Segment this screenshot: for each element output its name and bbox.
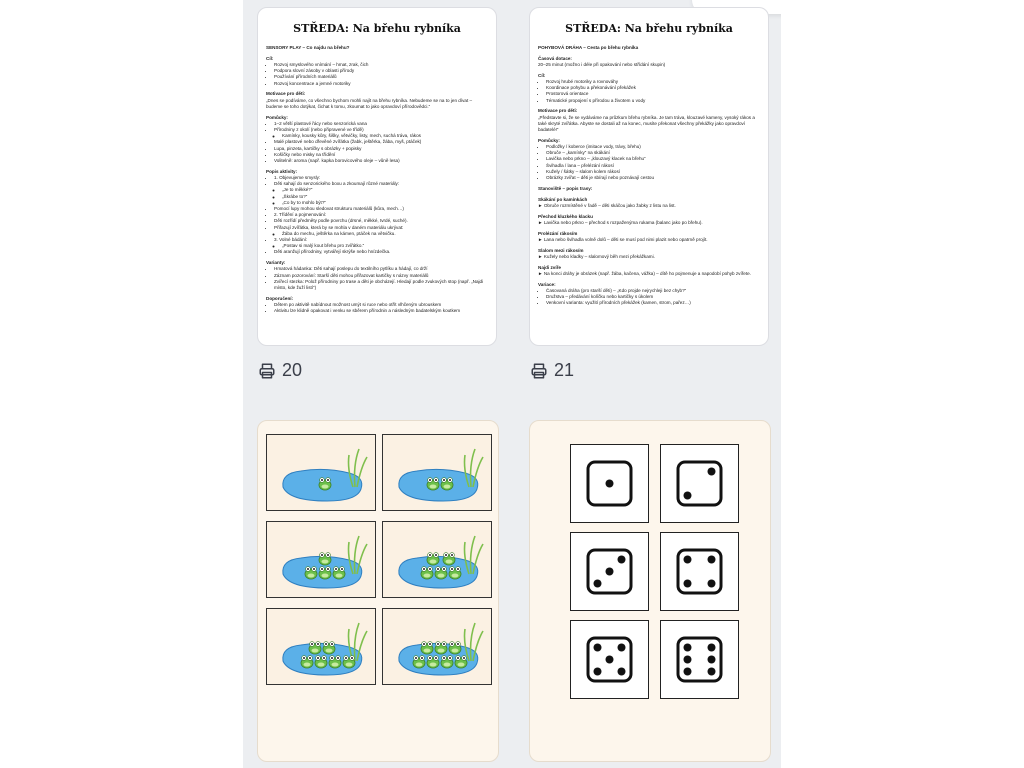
list-item: ◦ „Postav si malý kout břehu pro zvířátko.“ [282,243,488,249]
page-21-print-info[interactable] [530,360,574,381]
die-pip [684,556,692,564]
section-text: ► Lavička nebo prkno – přechod s rozpaženýma rukama (balanc jako po břehu). [538,219,703,225]
list-item: • Děti rozřídí předměty podle povrchu (drsné, měkké, tvrdé, suché). [274,218,488,224]
section-text: ► Obruče rozmístěné v řadě – děti skáčou jako žabky z listu na list. [538,202,676,208]
section-text: 20–25 minut (možno i déle při opakování nebo střídání skupin) [538,62,666,67]
section-text: ► Na konci dráhy je obrázek (např. žába, kačena, vážka) – dítě ho pojmenuje a napodobí pohyb zvířete. [538,270,751,276]
section-heading: Cíl: [266,55,274,61]
list-item: • Používání přírodních materiálů [274,74,488,80]
list-item: • Obruče – „kamínky“ na skákání [546,150,760,156]
list-item: • Dětem po aktivitě nabídnout možnost umýt si ruce nebo otřít vlhčeným ubrouskem [274,302,488,308]
doc-section [538,186,760,192]
die-card [570,444,649,523]
doc-section [538,265,760,277]
section-list [266,121,488,164]
list-item: • Přírodniny z okolí (nebo připravené ve třídě) [274,127,488,133]
page-title: STŘEDA: Na břehu rybníka [293,22,461,35]
list-item: • 3. Volné bádání: [274,237,488,243]
pond-counting-card [266,434,376,511]
die-card [660,444,739,523]
section-heading: Skákání po kamínkách [538,196,588,202]
die-pip [618,668,626,676]
section-heading: Časová dotace: [538,55,572,61]
die-card [570,620,649,699]
frog-icon [443,553,455,565]
list-item: • Hmatová hádanka: Děti sahají poslepu do textilního pytlíku a hádají, co drží [274,266,488,272]
list-item: • Koordinace pohybu a překonávání překážek [546,85,760,91]
list-item: • Aktivitu lze klidně opakovat i venku se sběrem přírodnin a následným badatelským koutkem [274,308,488,314]
list-item: • Zvířecí stezka: Polož přírodniny po trase a děti je obcházejí. Hledají podle zvukových stop (např. „Najdi místo, kde žuží listí“) [274,279,488,291]
section-heading: Stanoviště – popis trasy: [538,185,593,191]
list-item: • 1–2 větší plastové řácy nebo senzorická vana [274,121,488,127]
section-heading: Pomůcky: [538,137,560,143]
reed-icon [349,536,368,574]
section-list [538,79,760,104]
doc-section [266,260,488,291]
section-heading: Najdi zvíře [538,264,561,270]
list-item: • Podložky / koberce (imitace vody, trávy, břehu) [546,144,760,150]
frog-icon [449,642,461,654]
die-face-icon [678,462,721,505]
die-pip [594,644,602,652]
doc-section [538,108,760,133]
list-item: • Záznam pozorování: Starší děti mohou přiřazovat kartičky s názvy materiálů [274,273,488,279]
list-item: • Švihadla / lana – přelézání rákosí [546,163,760,169]
doc-section [538,214,760,226]
section-text: ► Lana nebo švihadla volně dolů – děti se musí pod nimi plazit nebo opatrně projít. [538,236,708,242]
die-pip [708,668,716,676]
doc-section [266,115,488,165]
section-heading: Doporučení: [266,295,294,301]
worksheet-page-20[interactable] [257,7,497,346]
doc-section [266,45,488,51]
section-list [266,175,488,256]
list-item: • Malé plastové nebo dřevěné zvířátka (žabk, ještěrka, žába, myš, ptáček) [274,139,488,145]
reed-icon [465,623,484,661]
page-content [266,45,488,314]
pond-cards-sheet[interactable] [257,420,499,762]
section-heading: SENSORY PLAY – Co najdu na břehu? [266,45,350,50]
list-item: • Podpora slovní zásoby v oblasti přírody [274,68,488,74]
die-pip [684,656,692,664]
die-pip [684,580,692,588]
die-pip [708,468,716,476]
frog-icon [427,553,439,565]
pond-counting-card [382,434,492,511]
frog-icon [319,553,331,565]
doc-section [538,231,760,243]
list-item: ◦ Žába do mechu, ještěrka na kámen, ptáček na větvičku. [282,231,488,237]
reed-icon [465,536,484,574]
section-heading: Popis aktivity: [266,168,298,174]
die-pip [684,644,692,652]
section-heading: Přechod kluzkého klacku [538,213,593,219]
die-card [660,620,739,699]
doc-section [266,296,488,315]
worksheet-page-21[interactable] [529,7,769,346]
section-list [266,266,488,291]
page-number: 21 [554,360,575,380]
die-pip [594,668,602,676]
doc-section [538,138,760,181]
section-list [538,144,760,181]
list-item: • Časovaná dráha (pro starší děti) – „Kdo projde nejrychleji bez chyb?“ [546,288,760,294]
section-heading: Motivace pro děti: [538,108,578,114]
doc-section [538,248,760,260]
list-item: • Volitelně: aroma (např. kapka borovicového oleje – vůně lesa) [274,158,488,164]
list-item: • Rozvoj smyslového vnímání – hmat, zrak, čich [274,62,488,68]
page-content [538,45,760,306]
die-pip [708,556,716,564]
list-item: • Pomocí lupy mohou sledovat strukturu materiálů (kůra, mech…) [274,206,488,212]
reed-icon [349,449,368,487]
list-item: • Lupa, pinzeta, kartičky s obrázky + popisky [274,146,488,152]
die-pip [618,556,626,564]
section-text: „Představte si, že se vydáváme na průzkum břehu rybníka. Je tam tráva, klouzavé kameny, vysoký rákos a také skryté zvířátka. Abyste se dostali až na konec, musíte překonat všechny překážky jako opravdoví badatelé!“ [538,114,755,133]
list-item: • Družstva – předávání kolíčku nebo kartičky s úkolem [546,294,760,300]
pond-counting-card [382,521,492,598]
section-heading: Variace: [538,281,556,287]
die-pip [708,644,716,652]
reed-icon [349,623,368,661]
list-item: • Venkovní varianta: využití přírodních překážek (kamen, strom, pařez…) [546,300,760,306]
page-number: 20 [282,360,303,380]
pond-counting-card [266,521,376,598]
list-item: ◦ Kamínky, kousky kůry, šišky, větvičky, listy, mech, suchá tráva, rákos [282,133,488,139]
list-item: • 2. Třídění a pojmenování: [274,212,488,218]
page-20-print-info[interactable] [258,360,302,381]
section-list [266,62,488,87]
die-face-icon [678,550,721,593]
section-heading: Motivace pro děti: [266,91,306,97]
section-text: ► Kužely nebo kladky – slalomový běh mezi překážkami. [538,253,655,259]
list-item: ◦ „Co by to mohlo být?“ [282,200,488,206]
list-item: ◦ „Škrábe to?“ [282,194,488,200]
die-pip [594,580,602,588]
printer-icon [530,362,548,380]
section-list [538,288,760,307]
section-list [266,302,488,314]
page-title: STŘEDA: Na břehu rybníka [565,22,733,35]
list-item: • Tématické propojení s přírodou a životem u vody [546,98,760,104]
doc-section [538,282,760,307]
die-pip [606,568,614,576]
doc-section [538,73,760,104]
pond-counting-card [266,608,376,685]
list-item: • Rozvoj hrubé motoriky a rovnováhy [546,79,760,85]
list-item: • Lavička nebo prkno – „klouzavý klacek na břehu“ [546,156,760,162]
list-item: ◦ „Je to měkké?“ [282,187,488,193]
doc-section [266,91,488,110]
list-item: • 1. Objevujeme smysly: [274,175,488,181]
doc-section [538,197,760,209]
section-heading: Slalom mezi rákosím [538,247,584,253]
die-pip [618,644,626,652]
doc-section [538,56,760,68]
die-pip [708,580,716,588]
list-item: • Košíčky nebo misky na třídění [274,152,488,158]
list-item: • Rozvoj koncentrace a jemné motoriky [274,81,488,87]
die-card [660,532,739,611]
section-heading: Prolézání rákosím [538,230,578,236]
pond-counting-card [382,608,492,685]
list-item: • Prostorová orientace [546,91,760,97]
die-pip [684,668,692,676]
section-heading: POHYBOVÁ DRÁHA – Cesta po břehu rybníka [538,45,639,50]
section-heading: Pomůcky: [266,114,288,120]
list-item: • Kužely / šátky – slalom kolem rákosí [546,169,760,175]
die-pip [708,656,716,664]
dice-sheet[interactable] [529,420,771,762]
die-pip [606,656,614,664]
die-pip [606,480,614,488]
list-item: • Děti aranžují přírodniny, vytvářejí skrýše nebo hnízdečka. [274,249,488,255]
list-item: • Přiřazují zvířátka, která by se mohla v daném materiálu ukrývat: [274,225,488,231]
doc-section [538,45,760,51]
list-item: • Obrázky zvířat – děti je sbírají nebo poznávají cestou [546,175,760,181]
page-viewer[interactable] [243,0,781,768]
section-heading: Cíl: [538,72,546,78]
doc-section [266,56,488,87]
list-item: • Děti sahají do senzorického boxu a zkoumají různé materiály: [274,181,488,187]
printer-icon [258,362,276,380]
doc-section [266,169,488,256]
die-pip [684,492,692,500]
section-text: „Dnes se podíváme, co všechno bychom mohli najít na břehu rybníka. Nebudeme se na to jen dívat – budeme se toho dotýkat, čichat k tomu, zkoumat to jako opravdoví přírodovědci.“ [266,97,473,109]
section-heading: Varianty: [266,260,286,266]
reed-icon [465,449,484,487]
die-card [570,532,649,611]
